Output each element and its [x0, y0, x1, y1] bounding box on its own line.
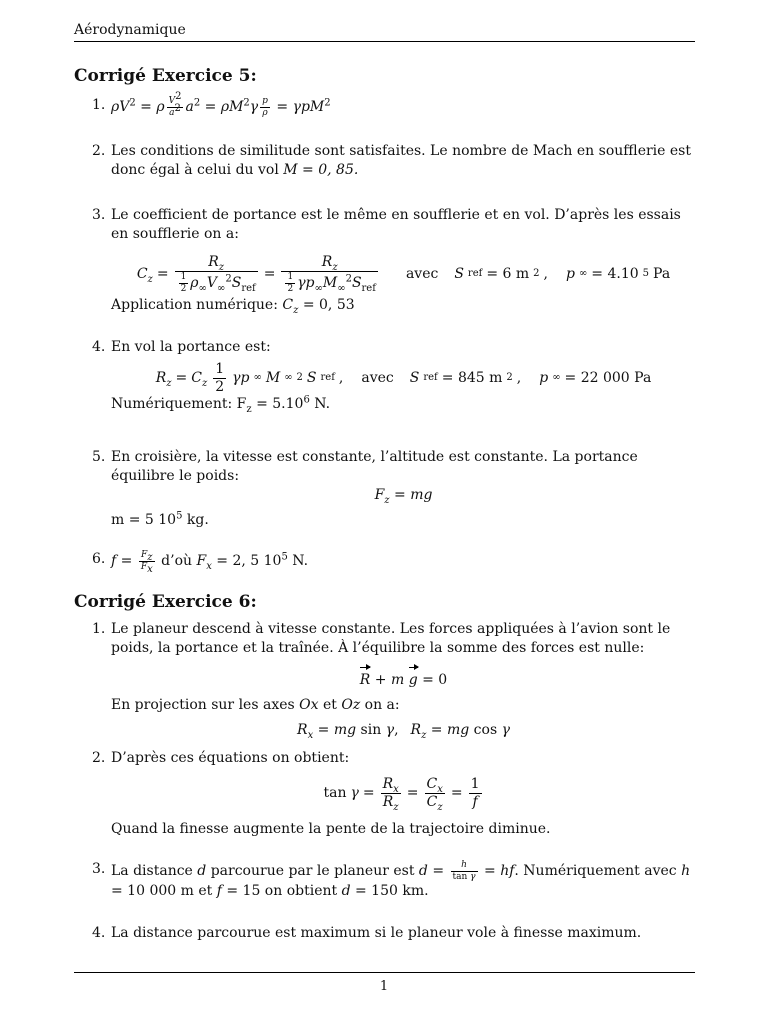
- list-item: 1. $\rho V^2 = \rho$ $\frac{V^2}{a^2}$ $a^2 = \rho M^2\gamma$ $\frac{p}{\rho}$ = γpM$^2$: [92, 96, 696, 118]
- mass-result: m = 5 $10^5$ kg.: [111, 510, 209, 528]
- item-text: Les conditions de similitude sont satisfaites. Le nombre de Mach en soufflerie est donc égal à celui du vol: [111, 143, 691, 178]
- equation: $R_x$ = mg sin γ, $R_z$ = mg cos γ: [297, 722, 510, 741]
- equation: $R_z$ = $C_z$ $\frac{1}{2}$ γp ∞ M ∞ 2 S ref , avec S ref = 845 m 2 , p ∞ = 22 000 Pa: [155, 360, 652, 395]
- equation: tan γ = $\frac{R_x}{R_z}$ = $\frac{C_x}{C_z}$ = $\frac{1}{f}$: [323, 775, 480, 813]
- equation: $C_z$ = $R_z$ $\frac{1}{2}$ $\rho_\infty V_\infty^2S_{ref}$ = $R_z$ $\frac{1}{2}$ $\gamma p_\infty M_\infty^2S_{ref}$ avec S ref = 6 m 2 , p ∞ = 4.10 5 Pa: [136, 254, 671, 294]
- avec-label: avec: [361, 369, 394, 386]
- avec-label: avec: [405, 265, 439, 282]
- item-text: En vol la portance est:: [111, 339, 271, 355]
- list-item: 4. En vol la portance est: $R_z$ = $C_z$ $\frac{1}{2}$ γp ∞ M ∞ 2 S ref , avec S ref = 845 m 2 , p ∞ = 22 000 Pa Numériquement: $F_z = 5.10^6$ N.: [92, 338, 696, 414]
- mach-value: M = 0, 85.: [283, 162, 359, 178]
- item-text: La distance parcourue est maximum si le planeur vole à finesse maximum.: [111, 925, 642, 941]
- page-number: 1: [379, 979, 389, 994]
- header-rule: [74, 41, 695, 42]
- equation: f = $\frac{F_z}{F_x}$ d’où $F_x = 2$, 5 $10^5$ N.: [111, 550, 309, 575]
- item-text: Le coefficient de portance est le même en soufflerie et en vol. D’après les essais en soufflerie on a:: [111, 207, 681, 242]
- list-item: 1. Le planeur descend à vitesse constante. Les forces appliquées à l’avion sont le poids, la portance et la traînée. À l’équilibre la somme des forces est nulle: R + m g = 0 En projection sur les axes Ox et Oz on a: $R_x$ = mg sin γ, $R_z$ = mg cos γ: [92, 620, 696, 740]
- section-title-exercice-5: Corrigé Exercice 5:: [74, 66, 257, 86]
- item-text: Le planeur descend à vitesse constante. Les forces appliquées à l’avion sont le poids, la portance et la traînée. À l’équilibre la somme des forces est nulle:: [111, 621, 671, 656]
- numerical-result: Numériquement: $F_z = 5.10^6$ N.: [111, 394, 331, 415]
- footer-rule: [74, 972, 695, 973]
- list-item: 4. La distance parcourue est maximum si le planeur vole à finesse maximum.: [92, 924, 696, 943]
- list-item: 5. En croisière, la vitesse est constante, l’altitude est constante. La portance équilibre le poids: $F_z$ = mg m = 5 $10^5$ kg.: [92, 448, 696, 530]
- item-text: En croisière, la vitesse est constante, l’altitude est constante. La portance équilibre le poids:: [111, 449, 638, 484]
- running-header: Aérodynamique: [74, 22, 186, 38]
- list-item: 6. f = $\frac{F_z}{F_x}$ d’où $F_x = 2$, 5 $10^5$ N.: [92, 550, 696, 572]
- item-text: D’après ces équations on obtient:: [111, 750, 350, 766]
- list-item: 2. Les conditions de similitude sont satisfaites. Le nombre de Mach en soufflerie est donc égal à celui du vol M = 0, 85.: [92, 143, 691, 178]
- list-item: 3. La distance d parcourue par le planeur est d = $\frac{h}{\text{tan γ}}$ = hf. Numériquement avec h = 10 000 m et f = 15 on obtient d = 150 km.: [92, 860, 696, 901]
- projection-text: En projection sur les axes Ox et Oz on a:: [111, 697, 400, 713]
- item-text: La distance d parcourue par le planeur est d = $\frac{h}{\text{tan γ}}$ = hf. Numériquement avec h = 10 000 m et f = 15 on obtient d = 150 km.: [111, 860, 691, 899]
- equation: $F_z$ = mg: [374, 487, 433, 506]
- list-item: 2. D’après ces équations on obtient: tan γ = $\frac{R_x}{R_z}$ = $\frac{C_x}{C_z}$ = $\frac{1}{f}$ Quand la finesse augmente la pente de la trajectoire diminue.: [92, 749, 696, 839]
- equation: $\rho V^2 = \rho$ $\frac{V^2}{a^2}$ $a^2 = \rho M^2\gamma$ $\frac{p}{\rho}$ = γpM$^2$: [111, 91, 331, 118]
- conclusion-text: Quand la finesse augmente la pente de la trajectoire diminue.: [111, 821, 551, 837]
- equation: R + m g = 0: [111, 664, 696, 690]
- section-title-exercice-6: Corrigé Exercice 6:: [74, 592, 257, 612]
- list-item: 3. Le coefficient de portance est le même en soufflerie et en vol. D’après les essais en soufflerie on a: $C_z$ = $R_z$ $\frac{1}{2}$ $\rho_\infty V_\infty^2S_{ref}$ = $R_z$ $\frac{1}{2}$ $\gamma p_\infty M_\infty^2S_{ref}$ avec S ref = 6 m 2 , p ∞ = 4.10 5 Pa Application numérique: $C_z = 0$, 53: [92, 206, 696, 315]
- numerical-application: Application numérique: $C_z = 0$, 53: [111, 297, 355, 316]
